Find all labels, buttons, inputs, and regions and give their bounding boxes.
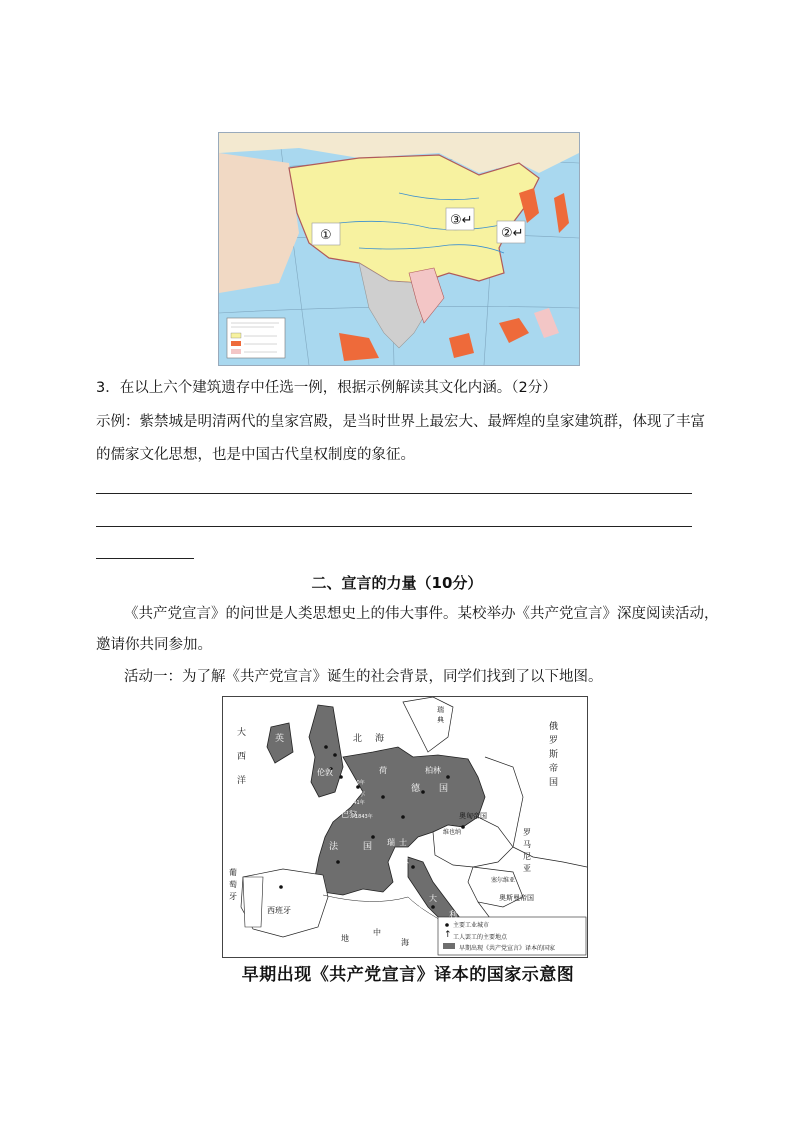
- label-russia-2: 罗: [549, 736, 559, 746]
- map-marker-2: ②↵: [501, 226, 524, 241]
- label-france-1: 法: [329, 842, 339, 852]
- activity-1-text: 活动一：为了解《共产党宣言》诞生的社会背景，同学们找到了以下地图。: [124, 669, 603, 685]
- label-germany-1: 德: [411, 784, 421, 794]
- label-britain: 英: [275, 734, 285, 744]
- label-swiss-2: 士: [399, 838, 407, 847]
- label-london: 伦敦: [317, 768, 333, 777]
- section-2-intro-line2: 邀请你共同参加。: [96, 637, 212, 653]
- label-spain: 西班牙: [267, 906, 291, 915]
- label-russia-1: 俄: [549, 722, 559, 732]
- label-north-sea-1: 北: [353, 734, 363, 744]
- legend-city-label: 主要工业城市: [453, 922, 490, 929]
- label-romania-1: 罗: [523, 828, 531, 837]
- label-year-1841: 1841年: [347, 800, 365, 806]
- label-ottoman: 奥斯曼帝国: [499, 894, 534, 902]
- label-russia-5: 国: [549, 778, 559, 788]
- label-serbia: 塞尔维亚: [491, 877, 516, 884]
- label-holland: 荷: [379, 766, 387, 775]
- label-rome: 罗马: [409, 906, 423, 914]
- label-year-1843: 1843年: [355, 814, 373, 820]
- label-portugal-2: 萄: [229, 880, 237, 889]
- label-sweden-2: 典: [437, 716, 444, 724]
- section-2-intro-line1: 《共产党宣言》的问世是人类思想史上的伟大事件。某校举办《共产党宣言》深度阅读活动，: [124, 606, 719, 622]
- label-brussels: 布鲁塞尔: [341, 791, 366, 798]
- label-med-2: 中: [373, 928, 381, 937]
- question-3-example-line1: 示例：紫禁城是明清两代的皇家宫殿，是当时世界上最宏大、最辉煌的皇家建筑群，体现了丰富: [96, 414, 705, 430]
- label-atlantic-3: 洋: [237, 776, 247, 786]
- question-3-prompt: 3．在以上六个建筑遗存中任选一例，根据示例解读其文化内涵。（2分）: [96, 380, 557, 396]
- legend-translation-label: 早期出现《共产党宣言》译本的国家: [459, 945, 556, 952]
- label-year-1840: 1840年: [347, 780, 365, 786]
- label-romania-4: 亚: [523, 864, 531, 873]
- map-marker-3: ③↵: [450, 213, 473, 228]
- svg-text:↑: ↑: [444, 930, 452, 940]
- map-caption: 早期出现《共产党宣言》译本的国家示意图: [241, 965, 575, 985]
- label-italy-3: 利: [449, 910, 457, 919]
- label-med-1: 地: [341, 934, 349, 943]
- china-map-image: [218, 132, 580, 366]
- label-berlin: 柏林: [425, 766, 441, 775]
- label-romania-3: 尼: [523, 852, 531, 861]
- label-sweden-1: 瑞: [437, 706, 444, 714]
- label-germany-2: 国: [439, 784, 449, 794]
- europe-map-image: [222, 696, 588, 958]
- answer-line-1[interactable]: [96, 493, 692, 494]
- china-map-svg: [219, 133, 579, 365]
- label-vienna: 维也纳: [443, 829, 462, 836]
- label-italy-2: 大: [429, 894, 437, 903]
- answer-line-2[interactable]: [96, 526, 692, 527]
- legend-uprising-label: 工人罢工的主要地点: [453, 934, 508, 941]
- map-marker-1: ①: [320, 228, 332, 243]
- label-france-2: 国: [363, 842, 373, 852]
- label-austria: 奥匈帝国: [459, 812, 487, 820]
- label-russia-3: 斯: [549, 750, 559, 760]
- label-atlantic-2: 西: [237, 752, 247, 762]
- answer-line-3[interactable]: [96, 558, 194, 559]
- label-swiss-1: 瑞: [387, 838, 395, 847]
- label-italy: 意: [401, 856, 409, 865]
- label-portugal-1: 葡: [229, 868, 237, 877]
- label-romania-2: 马: [523, 840, 531, 849]
- label-north-sea-2: 海: [375, 734, 385, 744]
- label-russia-4: 帝: [549, 764, 559, 774]
- question-3-example-line2: 的儒家文化思想，也是中国古代皇权制度的象征。: [96, 447, 415, 463]
- label-atlantic-1: 大: [237, 728, 247, 738]
- section-2-title: 二、宣言的力量（10分）: [311, 574, 483, 592]
- label-paris: 巴黎: [341, 810, 357, 819]
- label-portugal-3: 牙: [229, 892, 237, 901]
- label-med-3: 海: [401, 938, 409, 947]
